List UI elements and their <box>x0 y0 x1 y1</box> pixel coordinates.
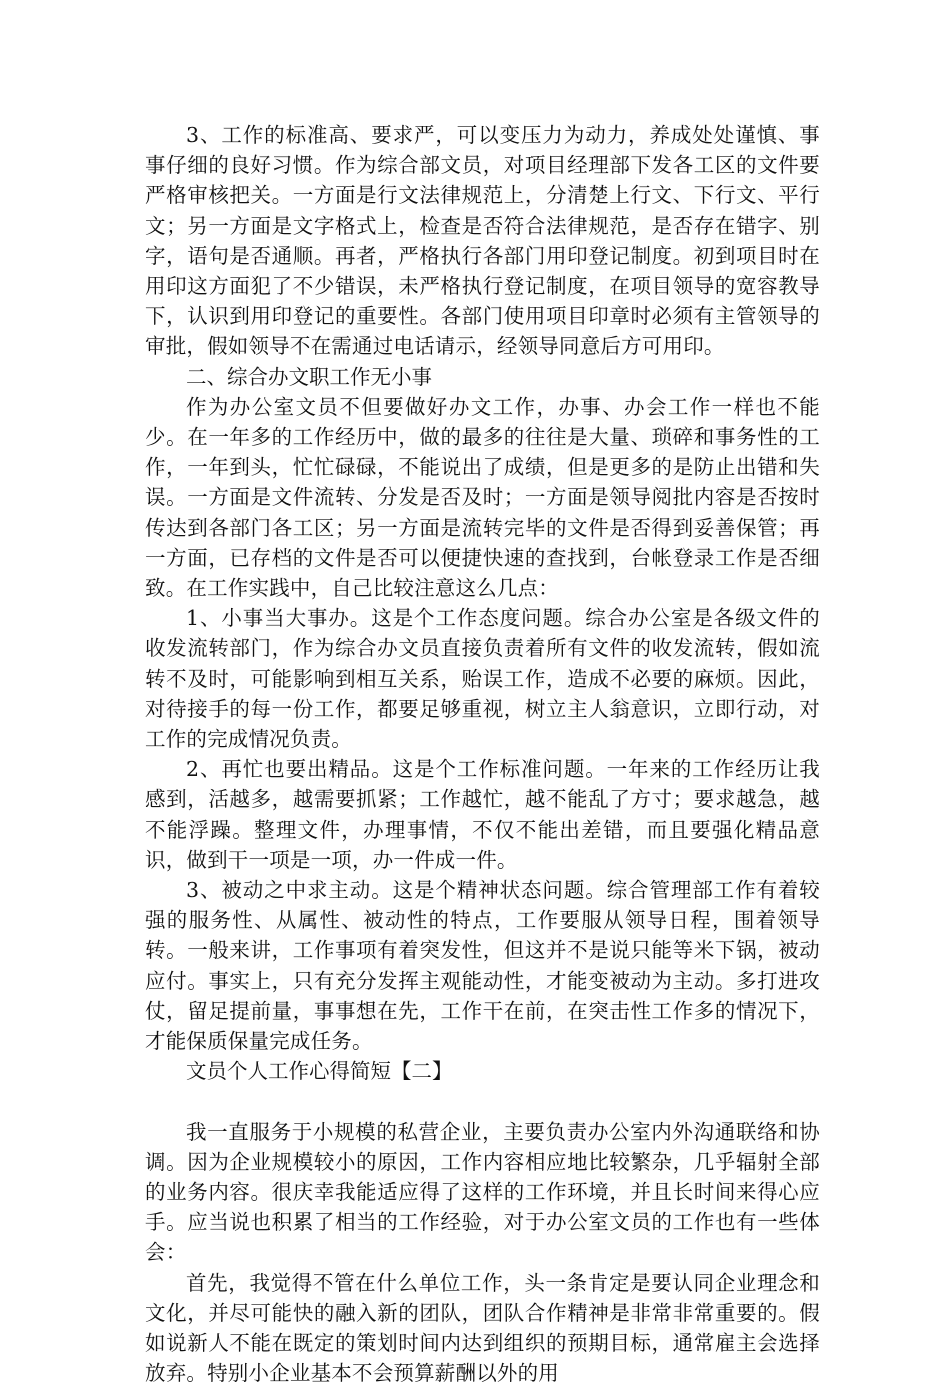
section-heading-office-work: 二、综合办文职工作无小事 <box>186 364 432 389</box>
paragraph-office-duties: 作为办公室文员不但要做好办文工作，办事、办会工作一样也不能少。在一年多的工作经历中，做的最多的往往是大量、琐碎和事务性的工作，一年到头，忙忙碌碌，不能说出了成绩，但是更多的是防止出错和失误。一方面是文件流转、分发是否及时；一方面是领导阅批内容是否按时传达到各部门各工区；另一方面是流转完毕的文件是否得到妥善保管；再一方面，已存档的文件是否可以便捷快速的查找到，台帐登录工作是否细致。在工作实践中，自己比较注意这么几点： <box>145 394 820 601</box>
paragraph-point-1: 1、小事当大事办。这是个工作态度问题。综合办公室是各级文件的收发流转部门，作为综合办文员直接负责着所有文件的收发流转，假如流转不及时，可能影响到相互关系，贻误工作，造成不必要的麻烦。因此，对待接手的每一份工作，都要足够重视，树立主人翁意识，立即行动，对工作的完成情况负责。 <box>145 606 820 752</box>
paragraph-intro-experience: 我一直服务于小规模的私营企业，主要负责办公室内外沟通联络和协调。因为企业规模较小的原因，工作内容相应地比较繁杂，几乎辐射全部的业务内容。很庆幸我能适应得了这样的工作环境，并且长时间来得心应手。应当说也积累了相当的工作经验，对于办公室文员的工作也有一些体会： <box>145 1119 820 1265</box>
section-heading-part-two: 文员个人工作心得简短【二】 <box>186 1059 453 1084</box>
blank-line <box>145 1087 820 1117</box>
paragraph-first-point: 首先，我觉得不管在什么单位工作，头一条肯定是要认同企业理念和文化，并尽可能快的融入新的团队，团队合作精神是非常非常重要的。假如说新人不能在既定的策划时间内达到组织的预期目标，通常雇主会选择放弃。特别小企业基本不会预算薪酬以外的用 <box>145 1270 820 1386</box>
paragraph-standards: 3、工作的标准高、要求严，可以变压力为动力，养成处处谨慎、事事仔细的良好习惯。作为综合部文员，对项目经理部下发各工区的文件要严格审核把关。一方面是行文法律规范上，分清楚上行文、下行文、平行文；另一方面是文字格式上，检查是否符合法律规范，是否存在错字、别字，语句是否通顺。再者，严格执行各部门用印登记制度。初到项目时在用印这方面犯了不少错误，未严格执行登记制度，在项目领导的宽容教导下，认识到用印登记的重要性。各部门使用项目印章时必须有主管领导的审批，假如领导不在需通过电话请示，经领导同意后方可用印。 <box>145 123 820 359</box>
paragraph-point-3: 3、被动之中求主动。这是个精神状态问题。综合管理部工作有着较强的服务性、从属性、被动性的特点，工作要服从领导日程，围着领导转。一般来讲，工作事项有着突发性，但这并不是说只能等米下锅，被动应付。事实上，只有充分发挥主观能动性，才能变被动为主动。多打进攻仗，留足提前量，事事想在先，工作干在前，在突击性工作多的情况下，才能保质保量完成任务。 <box>145 878 820 1054</box>
paragraph-point-2: 2、再忙也要出精品。这是个工作标准问题。一年来的工作经历让我感到，活越多，越需要抓紧；工作越忙，越不能乱了方寸；要求越急，越不能浮躁。整理文件，办理事情，不仅不能出差错，而且要强化精品意识，做到干一项是一项，办一件成一件。 <box>145 757 820 872</box>
